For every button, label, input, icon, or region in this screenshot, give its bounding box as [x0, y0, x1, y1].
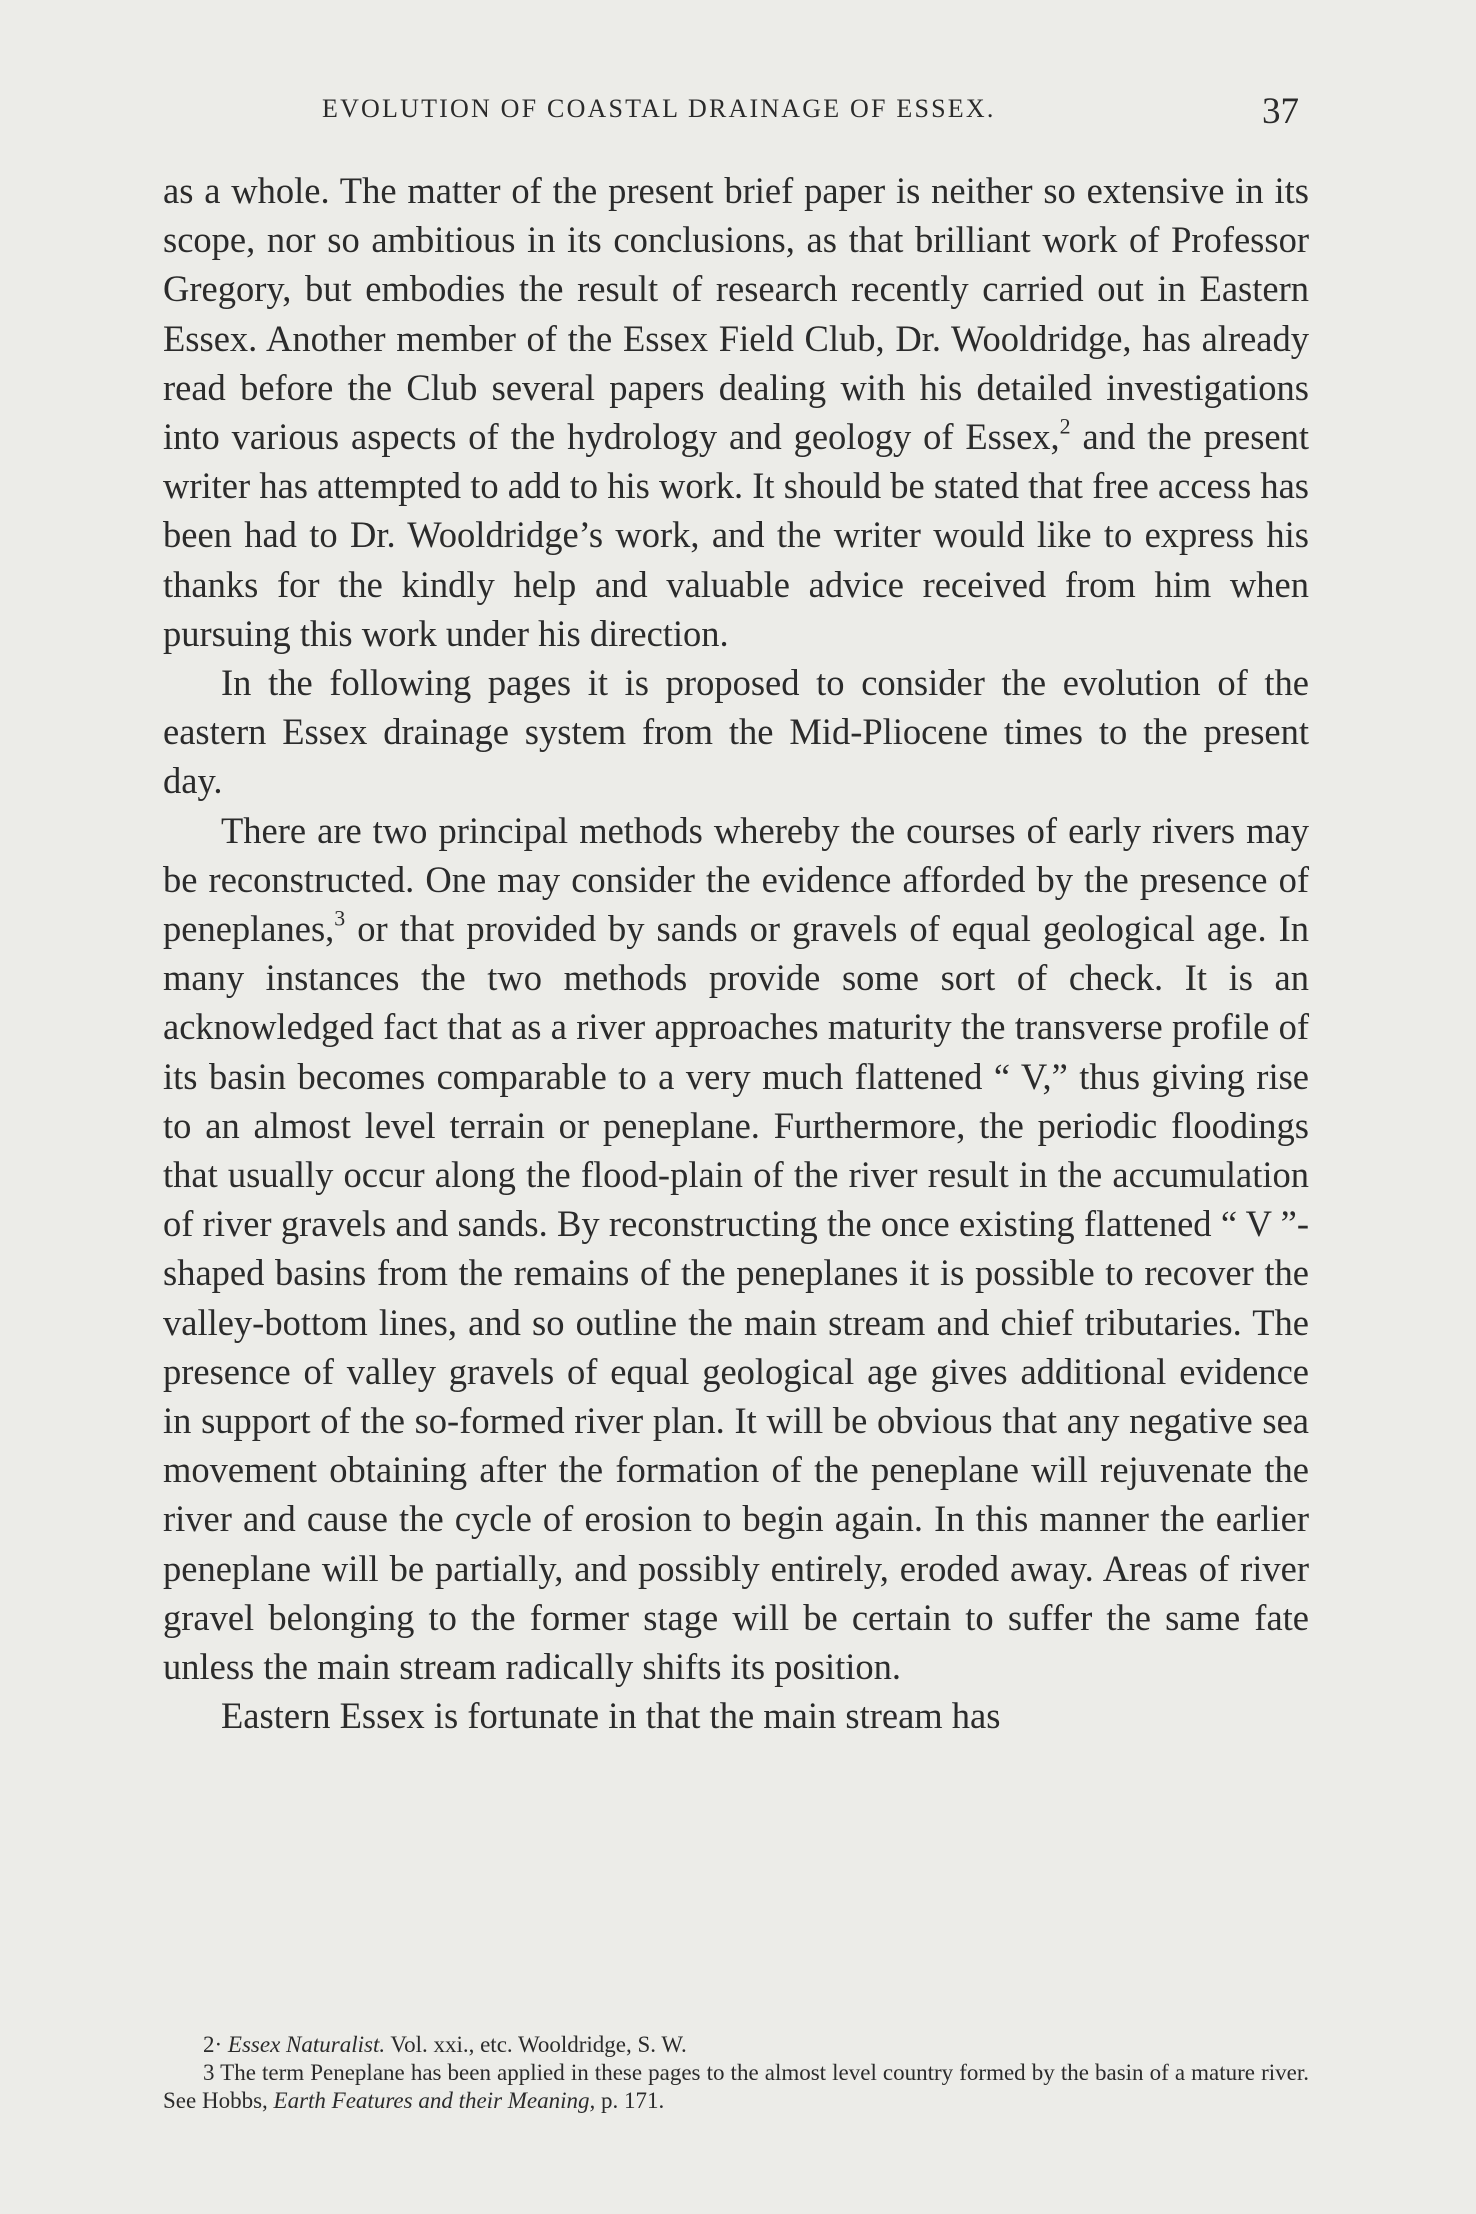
footnote-2-title: Essex Naturalist.	[227, 2032, 386, 2057]
paragraph-3	[163, 806, 1309, 1692]
running-head: EVOLUTION OF COASTAL DRAINAGE OF ESSEX.	[322, 94, 996, 123]
footnote-2-marker: 2·	[203, 2032, 223, 2057]
footnote-ref-2: 2	[1059, 413, 1071, 439]
footnote-ref-3: 3	[334, 905, 346, 931]
footnotes	[163, 2031, 1309, 2115]
footnote-3	[163, 2059, 1309, 2115]
body-text	[163, 166, 1309, 1741]
page-header	[0, 92, 1476, 142]
paragraph-1	[163, 166, 1309, 658]
footnote-2	[163, 2031, 1309, 2059]
footnote-2-text: Vol. xxi., etc. Wooldridge, S. W.	[385, 2032, 687, 2057]
paragraph-1-text-a: as a whole. The matter of the present brief paper is neither so extensive in its scope, nor so ambitious in its conclusions, as that brilliant work of Professor Gregory, but embodies the result of research recently carried out in Eastern Essex. Another member of the Essex Field Club, Dr. Wooldridge, has already read before the Club several papers dealing with his detailed investigations into various aspects of the hydrology and geology of Essex,	[163, 170, 1309, 458]
footnote-3-title: Earth Features and their Meaning,	[273, 2088, 596, 2113]
paragraph-3-text-b: or that provided by sands or gravels of equal geological age. In many instances the two methods provide some sort of check. It is an acknowledged fact that as a river approaches maturity the transverse profile of its basin becomes comparable to a very much flattened “ V,” thus giving rise to an almost level terrain or peneplane. Furthermore, the periodic floodings that usually occur along the flood-plain of the river result in the accumulation of river gravels and sands. By reconstructing the once existing flattened “ V ”-shaped basins from the remains of the peneplanes it is possible to recover the valley-bottom lines, and so outline the main stream and chief tributaries. The presence of valley gravels of equal geological age gives additional evidence in support of the so-formed river plan. It will be obvious that any negative sea movement obtaining after the formation of the peneplane will rejuvenate the river and cause the cycle of erosion to begin again. In this manner the earlier peneplane will be partially, and possibly entirely, eroded away. Areas of river gravel belonging to the former stage will be certain to suffer the same fate unless the main stream radically shifts its position.	[163, 908, 1309, 1688]
page-number: 37	[1262, 91, 1299, 132]
paragraph-1-text-b: and the present writer has attempted to add to his work. It should be stated that free access has been had to Dr. Wooldridge’s work, and the writer would like to express his thanks for the kindly help and valuable advice received from him when pursuing this work under his direction.	[163, 416, 1309, 654]
footnote-3-marker: 3	[203, 2060, 215, 2085]
footnote-3-text-b: p. 171.	[595, 2088, 665, 2113]
footnote-3-text-a: The term Peneplane has been applied in these pages to the almost level country formed by the basin of a mature river. See Hobbs,	[163, 2060, 1309, 2113]
paragraph-3-text-a: There are two principal methods whereby the courses of early rivers may be reconstructed. One may consider the evidence afforded by the presence of peneplanes,	[163, 809, 1309, 950]
paragraph-2: In the following pages it is proposed to consider the evolution of the eastern Essex drainage system from the Mid-Pliocene times to the present day.	[163, 662, 1309, 802]
paragraph-4: Eastern Essex is fortunate in that the main stream has	[221, 1695, 1001, 1737]
